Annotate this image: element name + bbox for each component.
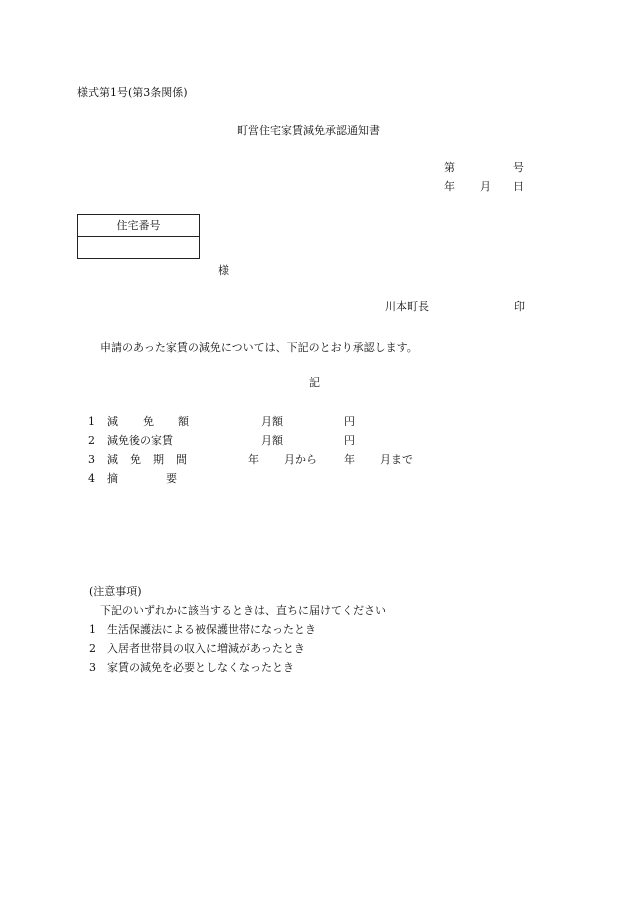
monthly-amount-label: 月額 [261, 415, 283, 428]
yen-label: 円 [344, 415, 355, 428]
item-label-char: 免 [143, 415, 154, 428]
item-label-char: 摘 [107, 472, 118, 485]
housing-number-value [78, 237, 199, 259]
item-label: 減免後の家賃 [107, 434, 173, 447]
note-text: 家賃の減免を必要としなくなったとき [107, 661, 294, 674]
item-number: 1 [88, 415, 95, 428]
seal-mark: 印 [514, 300, 525, 313]
housing-number-box [77, 214, 200, 259]
notes-heading: (注意事項) [89, 585, 142, 598]
item-label-char: 免 [130, 453, 141, 466]
period-to-year: 年 [344, 453, 355, 466]
monthly-amount-label: 月額 [261, 434, 283, 447]
document-title: 町営住宅家賃減免承認通知書 [237, 124, 380, 137]
period-to-month: 月まで [380, 453, 413, 466]
item-label-char: 要 [166, 472, 177, 485]
notes-intro: 下記のいずれかに該当するときは、直ちに届けてください [100, 604, 386, 617]
item-label-char: 額 [178, 415, 189, 428]
item-label-char: 減 [107, 415, 118, 428]
item-number: 3 [88, 453, 95, 466]
item-number: 4 [88, 472, 95, 485]
note-number: 2 [89, 642, 96, 655]
note-text: 入居者世帯員の収入に増減があったとき [107, 642, 305, 655]
item-label-char: 間 [176, 453, 187, 466]
issuer-title: 川本町長 [385, 300, 429, 313]
housing-number-header: 住宅番号 [78, 215, 199, 237]
ki-heading: 記 [309, 376, 320, 389]
date-month: 月 [480, 180, 491, 193]
period-from-year: 年 [248, 453, 259, 466]
date-day: 日 [513, 180, 524, 193]
yen-label: 円 [344, 434, 355, 447]
addressee-suffix: 様 [218, 264, 229, 277]
body-text: 申請のあった家賃の減免については、下記のとおり承認します。 [100, 341, 418, 354]
number-suffix: 号 [513, 161, 524, 174]
period-from-month: 月から [284, 453, 317, 466]
item-label-char: 減 [107, 453, 118, 466]
note-number: 3 [89, 661, 96, 674]
note-number: 1 [89, 623, 96, 636]
date-year: 年 [444, 180, 455, 193]
number-prefix: 第 [444, 161, 455, 174]
item-label-char: 期 [153, 453, 164, 466]
note-text: 生活保護法による被保護世帯になったとき [107, 623, 316, 636]
item-number: 2 [88, 434, 95, 447]
form-label: 様式第1号(第3条関係) [77, 86, 188, 99]
